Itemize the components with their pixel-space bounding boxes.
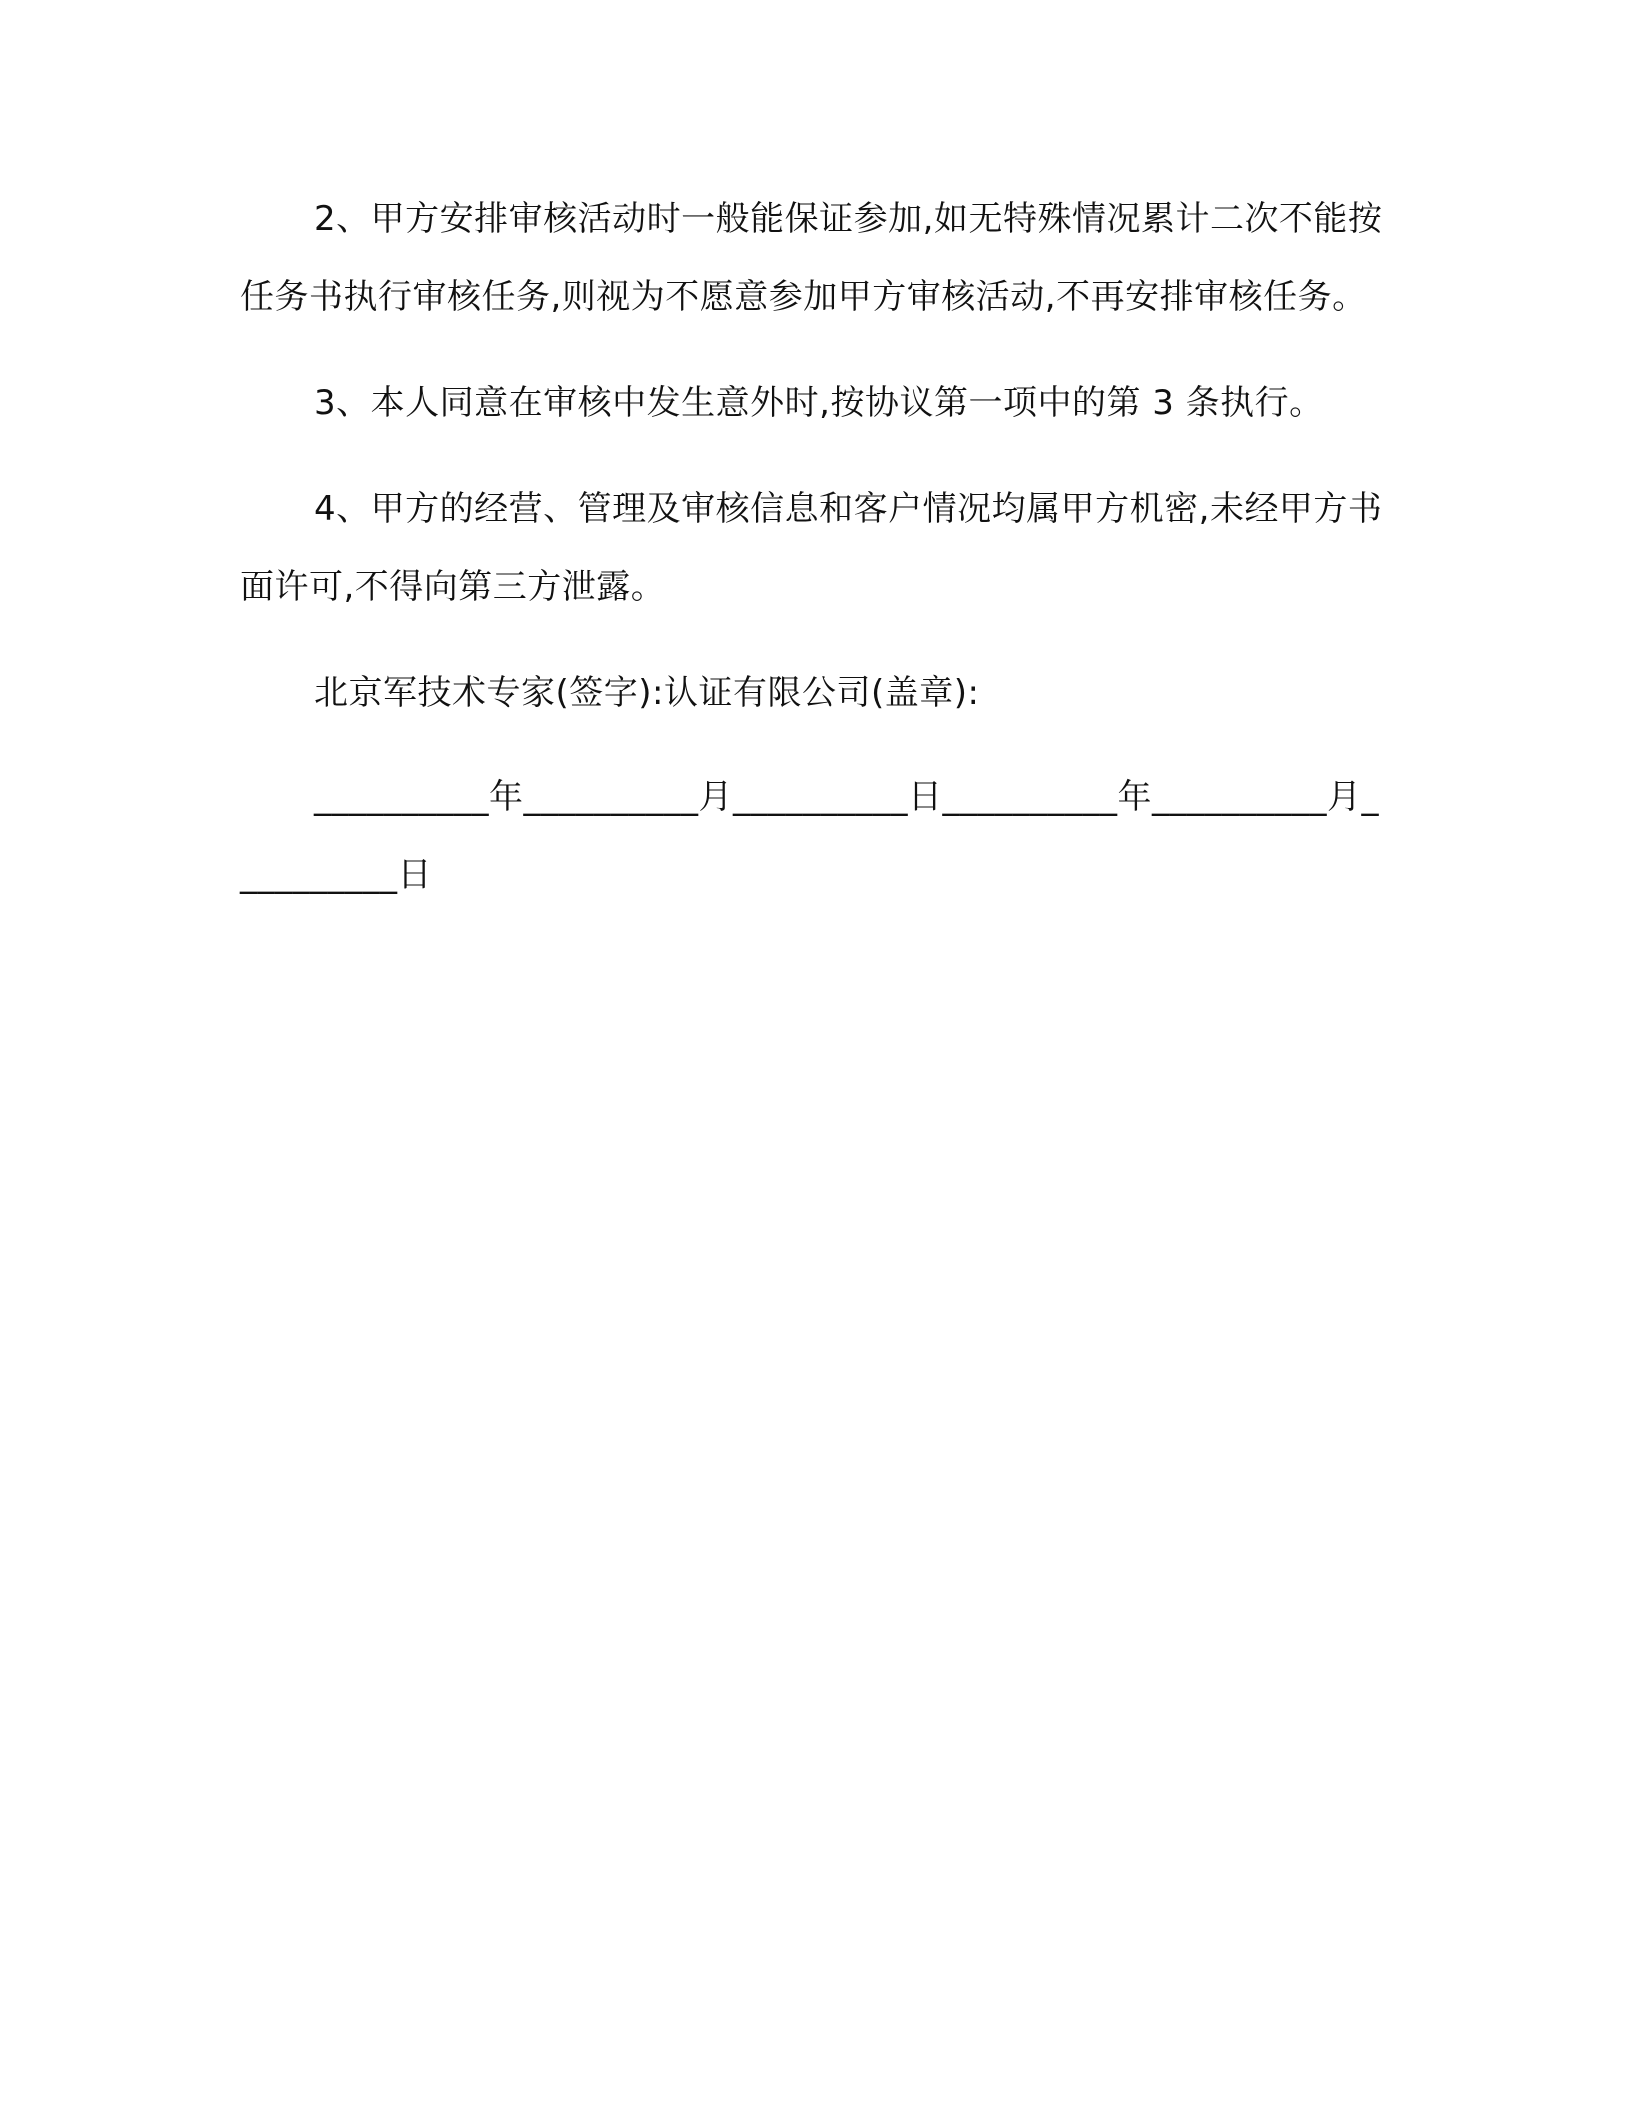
clause-4-paragraph: 4、甲方的经营、管理及审核信息和客户情况均属甲方机密,未经甲方书面许可,不得向第三方泄露。 — [240, 489, 1383, 607]
clause-3-paragraph: 3、本人同意在审核中发生意外时,按协议第一项中的第 3 条执行。 — [314, 383, 1324, 423]
document-body — [240, 180, 1386, 914]
date-fill-line: __________年__________月__________日__________年__________月__________日 — [240, 777, 1379, 895]
clause-2-paragraph: 2、甲方安排审核活动时一般能保证参加,如无特殊情况累计二次不能按任务书执行审核任务,则视为不愿意参加甲方审核活动,不再安排审核任务。 — [240, 199, 1383, 317]
signature-line: 北京军技术专家(签字):认证有限公司(盖章): — [314, 673, 980, 713]
